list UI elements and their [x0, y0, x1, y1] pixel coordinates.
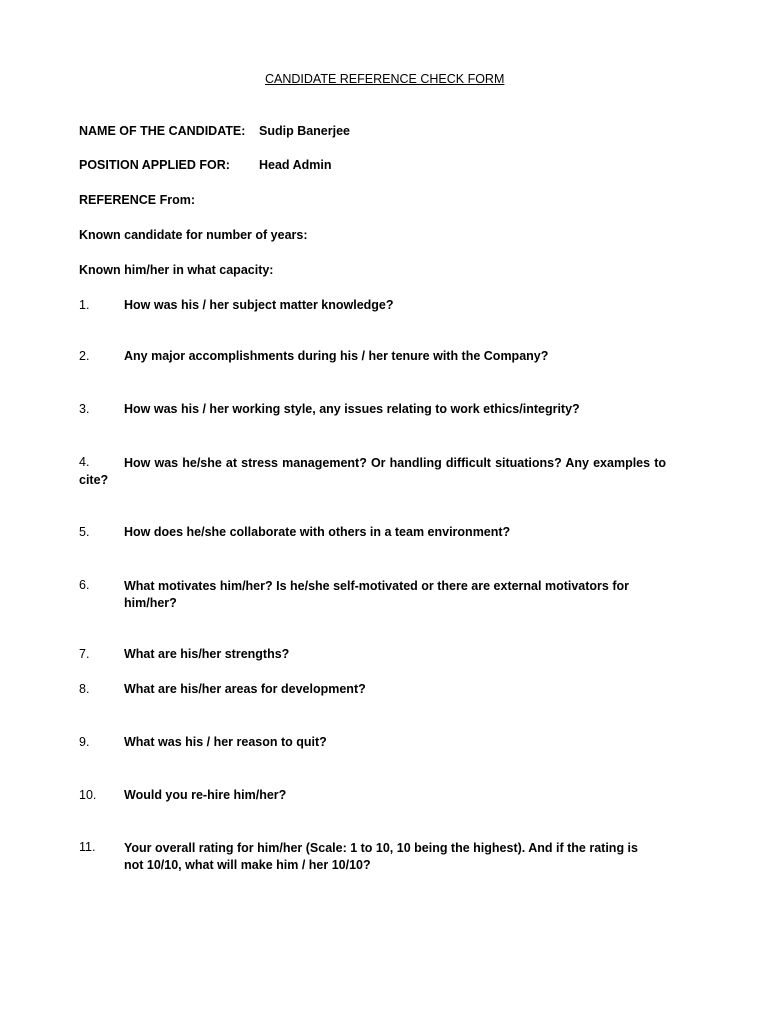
question-number: 7.: [79, 647, 90, 661]
question-number: 2.: [79, 349, 90, 363]
question-number: 10.: [79, 788, 97, 802]
years-known-label: Known candidate for number of years:: [79, 228, 308, 242]
question-text: How does he/she collaborate with others in a team environment?: [124, 525, 511, 539]
question-number: 8.: [79, 682, 90, 696]
question-text: What are his/her areas for development?: [124, 682, 366, 696]
question-number: 4.: [79, 455, 90, 469]
position-label: POSITION APPLIED FOR:: [79, 158, 230, 172]
question-text: How was he/she at stress management? Or handling difficult situations? Any examples to cite?: [79, 456, 666, 487]
question-number: 3.: [79, 402, 90, 416]
question-number: 5.: [79, 525, 90, 539]
form-title: CANDIDATE REFERENCE CHECK FORM: [265, 72, 505, 86]
capacity-label: Known him/her in what capacity:: [79, 263, 274, 277]
candidate-name-label: NAME OF THE CANDIDATE:: [79, 124, 246, 138]
reference-label: REFERENCE From:: [79, 193, 195, 207]
question-text: What are his/her strengths?: [124, 647, 290, 661]
question-number: 6.: [79, 578, 90, 592]
position-value: Head Admin: [259, 158, 332, 172]
question-number: 1.: [79, 298, 90, 312]
question-text: How was his / her subject matter knowledge?: [124, 298, 394, 312]
question-text: Would you re-hire him/her?: [124, 788, 287, 802]
question-number: 9.: [79, 735, 90, 749]
candidate-name-value: Sudip Banerjee: [259, 124, 350, 138]
question-text: What motivates him/her? Is he/she self-motivated or there are external motivators for him/her?: [124, 579, 629, 610]
question-text: Your overall rating for him/her (Scale: 1 to 10, 10 being the highest). And if the rating is not 10/10, what will make him / her 10/10?: [124, 841, 638, 872]
question-text: Any major accomplishments during his / her tenure with the Company?: [124, 349, 549, 363]
question-text: How was his / her working style, any issues relating to work ethics/integrity?: [124, 402, 580, 416]
question-text: What was his / her reason to quit?: [124, 735, 327, 749]
question-number: 11.: [79, 840, 96, 854]
